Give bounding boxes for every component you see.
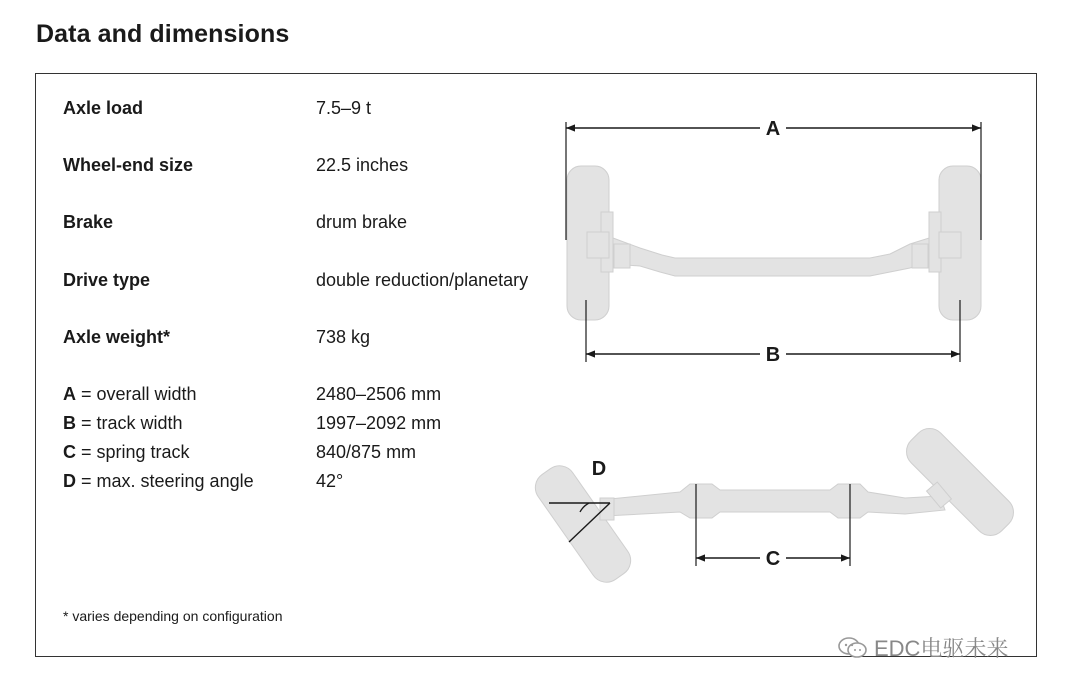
left-flange (587, 232, 609, 258)
dimension-b-label: B (765, 344, 781, 366)
dimension-d-label: D (591, 458, 607, 480)
spec-value: 7.5–9 t (316, 98, 372, 118)
axle-front-view (567, 166, 981, 320)
right-knuckle (912, 244, 928, 268)
steering-axle-beam (600, 484, 945, 518)
dimension-text: = overall width (76, 384, 197, 404)
dimension-text: = max. steering angle (76, 471, 254, 491)
left-knuckle (614, 244, 630, 268)
spec-label: Axle load (63, 98, 144, 118)
spec-value: 738 kg (316, 327, 371, 347)
axle-beam (613, 238, 929, 276)
watermark (838, 632, 1008, 663)
spec-label: Drive type (63, 270, 151, 290)
steered-left-wheel (529, 460, 637, 589)
spec-label: Axle weight* (63, 327, 171, 347)
spec-value: drum brake (316, 212, 408, 232)
page-title: Data and dimensions (36, 20, 290, 48)
right-flange (939, 232, 961, 258)
dimension-letter: B (63, 413, 76, 433)
spec-value: 22.5 inches (316, 155, 409, 175)
dimension-text: = spring track (76, 442, 190, 462)
dimension-value: 2480–2506 mm (316, 384, 442, 404)
watermark-text: EDC电驱未来 (874, 636, 1009, 661)
left-kingpin (600, 498, 614, 520)
dimension-letter: D (63, 471, 76, 491)
dimension-value: 1997–2092 mm (316, 413, 442, 433)
spec-label: Brake (63, 212, 114, 232)
footnote: * varies depending on configuration (63, 608, 283, 624)
dimension-letter: A (63, 384, 76, 404)
dimension-c-label: C (765, 548, 781, 570)
dimension-text: = track width (76, 413, 183, 433)
spec-label: Wheel-end size (63, 155, 194, 175)
wechat-icon (838, 637, 868, 659)
dimension-value: 840/875 mm (316, 442, 417, 462)
steered-right-wheel (900, 422, 1020, 542)
dimension-value: 42° (316, 471, 344, 491)
spec-value: double reduction/planetary (316, 270, 529, 290)
dimension-a-label: A (765, 118, 781, 140)
dimension-letter: C (63, 442, 76, 462)
